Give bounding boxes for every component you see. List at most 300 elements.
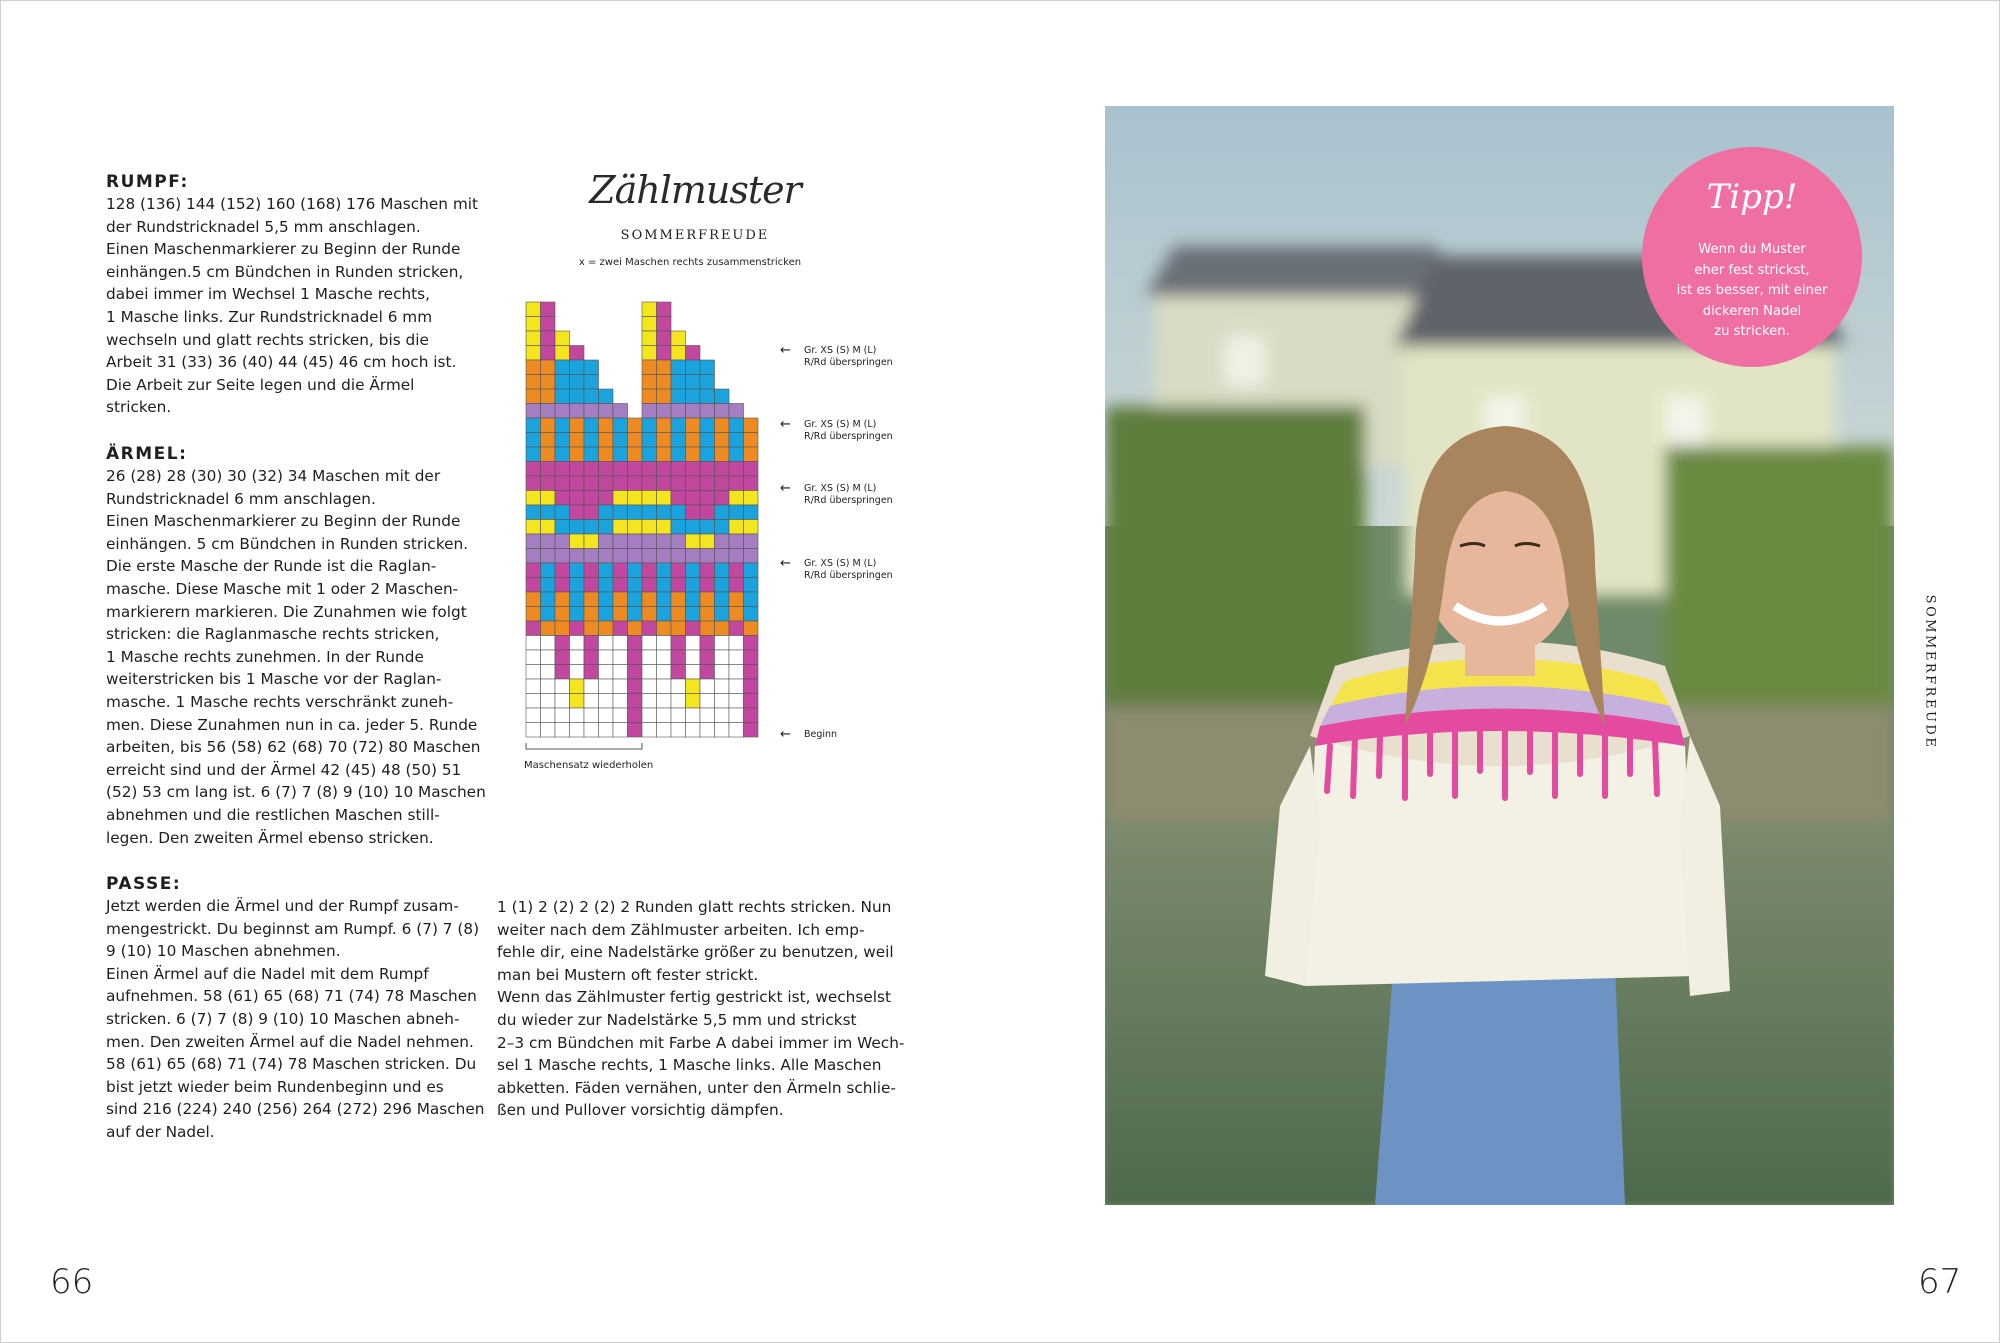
chart-stitch xyxy=(570,360,585,375)
chart-stitch xyxy=(628,621,643,636)
chart-stitch xyxy=(555,650,570,665)
chart-stitch xyxy=(555,360,570,375)
section-line: men. Diese Zunahmen nun in ca. jeder 5. Runde xyxy=(106,715,478,734)
chart-stitch xyxy=(628,491,643,506)
chart-stitch xyxy=(642,302,657,317)
chart-stitch xyxy=(671,404,686,419)
chart-stitch xyxy=(642,447,657,462)
chart-stitch xyxy=(541,694,556,709)
chart-stitch xyxy=(628,476,643,491)
chart-stitch xyxy=(613,694,628,709)
chart-stitch xyxy=(526,375,541,390)
chart-stitch xyxy=(657,650,672,665)
chart-note xyxy=(780,417,893,443)
section-line: der Rundstricknadel 5,5 mm anschlagen. xyxy=(106,217,421,236)
chart-stitch xyxy=(657,723,672,738)
tip-title: Tipp! xyxy=(1706,177,1798,217)
chart-stitch xyxy=(657,505,672,520)
chart-stitch xyxy=(541,331,556,346)
chart-stitch xyxy=(657,607,672,622)
note-line: R/Rd überspringen xyxy=(804,431,893,442)
chart-stitch xyxy=(744,636,759,651)
chart-stitch xyxy=(657,694,672,709)
chart-stitch xyxy=(642,375,657,390)
chart-stitch xyxy=(700,563,715,578)
chart-stitch xyxy=(570,607,585,622)
chart-stitch xyxy=(570,636,585,651)
chart-stitch xyxy=(599,665,614,680)
section-rumpf xyxy=(106,171,486,419)
chart-stitch xyxy=(715,708,730,723)
chart-stitch xyxy=(657,636,672,651)
chart-stitch xyxy=(729,476,744,491)
chart-stitch xyxy=(613,418,628,433)
section-line: Wenn das Zählmuster fertig gestrickt ist, wechselst xyxy=(497,988,891,1007)
section-line: Einen Ärmel auf die Nadel mit dem Rumpf xyxy=(106,964,429,983)
note-line: Gr. XS (S) M (L) xyxy=(804,419,877,430)
chart-stitch xyxy=(715,505,730,520)
chart-stitch xyxy=(744,665,759,680)
chart-stitch xyxy=(526,476,541,491)
chart-stitch xyxy=(642,694,657,709)
chart-stitch xyxy=(744,563,759,578)
chart-stitch xyxy=(729,665,744,680)
chart-stitch xyxy=(599,534,614,549)
chart-stitch xyxy=(541,491,556,506)
chart-stitch xyxy=(657,346,672,361)
section-passe-continued xyxy=(497,896,907,1122)
chart-stitch xyxy=(686,621,701,636)
chart-stitch xyxy=(599,650,614,665)
chart-stitch xyxy=(613,433,628,448)
chart-stitch xyxy=(729,433,744,448)
chart-stitch xyxy=(671,360,686,375)
chart-stitch xyxy=(700,433,715,448)
chart-stitch xyxy=(744,694,759,709)
tip-badge xyxy=(1642,147,1862,367)
arrow-left-icon: ← xyxy=(780,417,791,432)
chart-stitch xyxy=(686,346,701,361)
chart-stitch xyxy=(599,404,614,419)
chart-stitch xyxy=(686,375,701,390)
section-line: Die Arbeit zur Seite legen und die Ärmel xyxy=(106,375,415,394)
section-line: auf der Nadel. xyxy=(106,1122,215,1141)
chart-stitch xyxy=(526,549,541,564)
chart-stitch xyxy=(599,418,614,433)
chart-stitch xyxy=(526,418,541,433)
chart-legend: x = zwei Maschen rechts zusammenstricken xyxy=(578,257,802,268)
chart-stitch xyxy=(700,491,715,506)
chart-stitch xyxy=(555,723,570,738)
chart-stitch xyxy=(555,665,570,680)
chart-stitch xyxy=(541,404,556,419)
chart-stitch xyxy=(541,592,556,607)
chart-stitch xyxy=(657,665,672,680)
chart-stitch xyxy=(541,346,556,361)
chart-stitch xyxy=(700,534,715,549)
chart-stitch xyxy=(671,476,686,491)
section-line: men. Den zweiten Ärmel auf die Nadel nehmen. xyxy=(106,1032,474,1051)
chart-stitch xyxy=(584,404,599,419)
chart-stitch xyxy=(686,360,701,375)
chart-stitch xyxy=(526,679,541,694)
chart-stitch xyxy=(628,723,643,738)
chart-stitch xyxy=(526,665,541,680)
chart-stitch xyxy=(541,723,556,738)
note-line: Gr. XS (S) M (L) xyxy=(804,345,877,356)
chart-stitch xyxy=(613,607,628,622)
chart-stitch xyxy=(541,534,556,549)
chart-stitch xyxy=(657,520,672,535)
section-line: weiterstricken bis 1 Masche vor der Raglan- xyxy=(106,670,442,689)
chart-stitch xyxy=(700,607,715,622)
chart-stitch xyxy=(671,723,686,738)
page-number-left: 66 xyxy=(50,1262,94,1302)
chart-stitch xyxy=(744,462,759,477)
chart-stitch xyxy=(657,389,672,404)
chart-stitch xyxy=(729,679,744,694)
chart-stitch xyxy=(613,520,628,535)
chart-stitch xyxy=(584,433,599,448)
chart-stitch xyxy=(642,520,657,535)
chart-stitch xyxy=(613,665,628,680)
chart-stitch xyxy=(715,433,730,448)
section-line: man bei Mustern oft fester strickt. xyxy=(497,965,759,984)
chart-stitch xyxy=(541,665,556,680)
chart-stitch xyxy=(729,578,744,593)
chart-stitch xyxy=(700,679,715,694)
chart-stitch xyxy=(700,578,715,593)
chart-stitch xyxy=(715,389,730,404)
chart-stitch xyxy=(613,621,628,636)
chart-stitch xyxy=(613,404,628,419)
chart-stitch xyxy=(599,694,614,709)
chart-stitch xyxy=(584,607,599,622)
section-line: arbeiten, bis 56 (58) 62 (68) 70 (72) 80 Maschen xyxy=(106,738,481,757)
chart-stitch xyxy=(555,476,570,491)
chart-stitch xyxy=(526,505,541,520)
section-line: weiter nach dem Zählmuster arbeiten. Ich emp- xyxy=(497,920,865,939)
chart-stitch xyxy=(700,476,715,491)
chart-stitch xyxy=(729,462,744,477)
section-line: Einen Maschenmarkierer zu Beginn der Runde xyxy=(106,240,461,259)
chart-stitch xyxy=(642,331,657,346)
chart-stitch xyxy=(686,505,701,520)
chart-stitch xyxy=(671,534,686,549)
chart-stitch xyxy=(744,650,759,665)
chart-stitch xyxy=(744,520,759,535)
chart-stitch xyxy=(584,360,599,375)
section-heading: RUMPF: xyxy=(106,172,189,192)
chart-stitch xyxy=(570,708,585,723)
chart-stitch xyxy=(657,447,672,462)
chart-stitch xyxy=(671,592,686,607)
chart-stitch xyxy=(555,375,570,390)
section-line: masche. 1 Masche rechts verschränkt zuneh- xyxy=(106,692,454,711)
chart-stitch xyxy=(744,418,759,433)
chart-stitch xyxy=(729,650,744,665)
chart-stitch xyxy=(700,447,715,462)
chart-stitch xyxy=(671,491,686,506)
chart-stitch xyxy=(657,302,672,317)
chart-stitch xyxy=(729,592,744,607)
chart-stitch xyxy=(584,723,599,738)
section-line: 128 (136) 144 (152) 160 (168) 176 Maschen mit xyxy=(106,195,478,213)
chart-stitch xyxy=(570,389,585,404)
chart-stitch xyxy=(541,708,556,723)
chart-stitch xyxy=(729,520,744,535)
chart-stitch xyxy=(526,708,541,723)
chart-stitch xyxy=(584,534,599,549)
chart-stitch xyxy=(570,563,585,578)
chart-stitch xyxy=(657,375,672,390)
chart-stitch xyxy=(628,650,643,665)
chart-stitch xyxy=(642,404,657,419)
chart-stitch xyxy=(671,607,686,622)
chart-stitch xyxy=(599,621,614,636)
chart-stitch xyxy=(526,491,541,506)
chart-stitch xyxy=(729,563,744,578)
chart-stitch xyxy=(671,418,686,433)
chart-stitch xyxy=(642,433,657,448)
chart-stitch xyxy=(686,694,701,709)
tip-text xyxy=(1662,240,1842,343)
chart-stitch xyxy=(642,578,657,593)
chart-stitch xyxy=(700,708,715,723)
chart-stitch xyxy=(526,360,541,375)
chart-stitch xyxy=(599,563,614,578)
chart-stitch xyxy=(613,476,628,491)
chart-stitch xyxy=(526,592,541,607)
chart-stitch xyxy=(526,534,541,549)
chart-stitch xyxy=(657,621,672,636)
chart-stitch xyxy=(671,650,686,665)
chart-stitch xyxy=(700,418,715,433)
chart-stitch xyxy=(599,592,614,607)
chart-stitch xyxy=(584,418,599,433)
chart-stitch xyxy=(526,621,541,636)
chart-stitch xyxy=(657,578,672,593)
chart-stitch xyxy=(584,563,599,578)
chart-stitch xyxy=(584,520,599,535)
chart-stitch xyxy=(744,607,759,622)
chart-stitch xyxy=(584,375,599,390)
chart-stitch xyxy=(570,404,585,419)
chart-stitch xyxy=(671,694,686,709)
chart-stitch xyxy=(686,462,701,477)
chart-note xyxy=(780,556,893,582)
chart-stitch xyxy=(686,476,701,491)
chart-stitch xyxy=(729,621,744,636)
chart-stitch xyxy=(715,621,730,636)
chart-stitch xyxy=(599,636,614,651)
chart-stitch xyxy=(613,723,628,738)
chart-stitch xyxy=(657,549,672,564)
section-heading: PASSE: xyxy=(106,874,182,894)
chart-stitch xyxy=(555,636,570,651)
chart-stitch xyxy=(700,375,715,390)
chart-stitch xyxy=(526,578,541,593)
section-line: abketten. Fäden vernähen, unter den Ärmeln schlie- xyxy=(497,1078,896,1097)
chart-stitch xyxy=(628,708,643,723)
chart-stitch xyxy=(729,534,744,549)
chart-stitch xyxy=(744,708,759,723)
chart-stitch xyxy=(555,520,570,535)
section-line: aufnehmen. 58 (61) 65 (68) 71 (74) 78 Maschen xyxy=(106,987,477,1006)
chart-stitch xyxy=(715,404,730,419)
chart-note xyxy=(780,481,893,507)
chart-stitch xyxy=(700,462,715,477)
chart-stitch xyxy=(570,650,585,665)
chart-stitch xyxy=(657,534,672,549)
chart-subtitle: SOMMERFREUDE xyxy=(620,228,770,243)
side-running-title: SOMMERFREUDE xyxy=(1922,594,1938,750)
chart-stitch xyxy=(613,447,628,462)
note-line: R/Rd überspringen xyxy=(804,495,893,506)
chart-stitch xyxy=(613,462,628,477)
chart-stitch xyxy=(584,636,599,651)
chart-stitch xyxy=(555,447,570,462)
chart-stitch xyxy=(599,462,614,477)
chart-stitch xyxy=(729,404,744,419)
chart-stitch xyxy=(526,520,541,535)
chart-stitch xyxy=(526,389,541,404)
section-line: legen. Den zweiten Ärmel ebenso stricken. xyxy=(106,828,434,847)
chart-stitch xyxy=(570,679,585,694)
chart-stitch xyxy=(541,621,556,636)
chart-stitch xyxy=(715,534,730,549)
chart-stitch xyxy=(700,636,715,651)
chart-stitch xyxy=(541,650,556,665)
chart-stitch xyxy=(715,592,730,607)
chart-stitch xyxy=(700,389,715,404)
chart-stitch xyxy=(584,491,599,506)
chart-stitch xyxy=(599,433,614,448)
section-line: Die erste Masche der Runde ist die Raglan- xyxy=(106,557,437,576)
chart-stitch xyxy=(555,418,570,433)
section-line: erreicht sind und der Ärmel 42 (45) 48 (50) 51 xyxy=(106,760,462,779)
chart-stitch xyxy=(715,476,730,491)
chart-stitch xyxy=(628,592,643,607)
chart-stitch xyxy=(700,621,715,636)
chart-stitch xyxy=(555,708,570,723)
chart-stitch xyxy=(657,708,672,723)
section-line: sind 216 (224) 240 (256) 264 (272) 296 Maschen xyxy=(106,1100,485,1119)
chart-stitch xyxy=(700,549,715,564)
chart-stitch xyxy=(584,679,599,694)
section-line: markierern markieren. Die Zunahmen wie folgt xyxy=(106,602,467,621)
chart-stitch xyxy=(686,418,701,433)
chart-stitch xyxy=(584,650,599,665)
chart-stitch xyxy=(715,520,730,535)
chart-stitch xyxy=(744,578,759,593)
chart-stitch xyxy=(686,723,701,738)
chart-stitch xyxy=(555,694,570,709)
chart-stitch xyxy=(671,447,686,462)
chart-stitch xyxy=(642,476,657,491)
chart-stitch xyxy=(700,650,715,665)
chart-stitch xyxy=(715,549,730,564)
chart-stitch xyxy=(700,694,715,709)
repeat-bracket xyxy=(526,743,642,749)
chart-stitch xyxy=(715,607,730,622)
chart-stitch xyxy=(570,418,585,433)
chart-stitch xyxy=(686,491,701,506)
chart-stitch xyxy=(570,665,585,680)
section-line: (52) 53 cm lang ist. 6 (7) 7 (8) 9 (10) 10 Maschen xyxy=(106,783,486,802)
chart-stitch xyxy=(584,389,599,404)
chart-stitch xyxy=(642,621,657,636)
chart-stitch xyxy=(628,665,643,680)
chart-stitch xyxy=(729,418,744,433)
arrow-left-icon: ← xyxy=(780,556,791,571)
chart-stitch xyxy=(599,520,614,535)
chart-stitch xyxy=(613,534,628,549)
chart-stitch xyxy=(555,679,570,694)
chart-stitch xyxy=(599,491,614,506)
chart-stitch xyxy=(555,607,570,622)
chart-stitch xyxy=(686,679,701,694)
chart-stitch xyxy=(642,317,657,332)
section-line: 9 (10) 10 Maschen abnehmen. xyxy=(106,942,341,961)
chart-stitch xyxy=(541,476,556,491)
chart-stitch xyxy=(570,520,585,535)
chart-stitch xyxy=(628,447,643,462)
chart-stitch xyxy=(541,360,556,375)
chart-stitch xyxy=(599,447,614,462)
chart-stitch xyxy=(541,433,556,448)
chart-stitch xyxy=(671,636,686,651)
section-line: 26 (28) 28 (30) 30 (32) 34 Maschen mit der xyxy=(106,467,441,485)
chart-stitch xyxy=(729,708,744,723)
chart-stitch xyxy=(671,346,686,361)
tip-line: zu stricken. xyxy=(1714,324,1790,339)
chart-stitch xyxy=(584,549,599,564)
chart-stitch xyxy=(541,418,556,433)
chart-stitch xyxy=(628,462,643,477)
chart-stitch xyxy=(526,636,541,651)
chart-stitch xyxy=(526,404,541,419)
arrow-left-icon: ← xyxy=(780,343,791,358)
chart-stitch xyxy=(671,331,686,346)
chart-stitch xyxy=(555,563,570,578)
chart-stitch xyxy=(671,563,686,578)
chart-stitch xyxy=(555,621,570,636)
section-line: einhängen. 5 cm Bündchen in Runden stricken. xyxy=(106,534,469,553)
tip-line: dickeren Nadel xyxy=(1702,303,1802,319)
section-line: 1 Masche links. Zur Rundstricknadel 6 mm xyxy=(106,307,433,326)
chart-stitch xyxy=(715,723,730,738)
chart-stitch xyxy=(555,331,570,346)
chart-stitch xyxy=(555,578,570,593)
chart-stitch xyxy=(744,534,759,549)
chart-stitch xyxy=(729,607,744,622)
chart-stitch xyxy=(541,636,556,651)
chart-stitch xyxy=(642,549,657,564)
section-line: stricken. 6 (7) 7 (8) 9 (10) 10 Maschen abneh- xyxy=(106,1009,460,1028)
chart-stitch xyxy=(744,621,759,636)
chart-stitch xyxy=(555,389,570,404)
chart-stitch xyxy=(541,607,556,622)
chart-stitch xyxy=(642,708,657,723)
chart-stitch xyxy=(613,592,628,607)
chart-stitch xyxy=(555,433,570,448)
chart-stitch xyxy=(657,418,672,433)
chart-stitch xyxy=(613,491,628,506)
chart-stitch xyxy=(657,317,672,332)
chart-stitch xyxy=(657,360,672,375)
chart-stitch xyxy=(628,549,643,564)
